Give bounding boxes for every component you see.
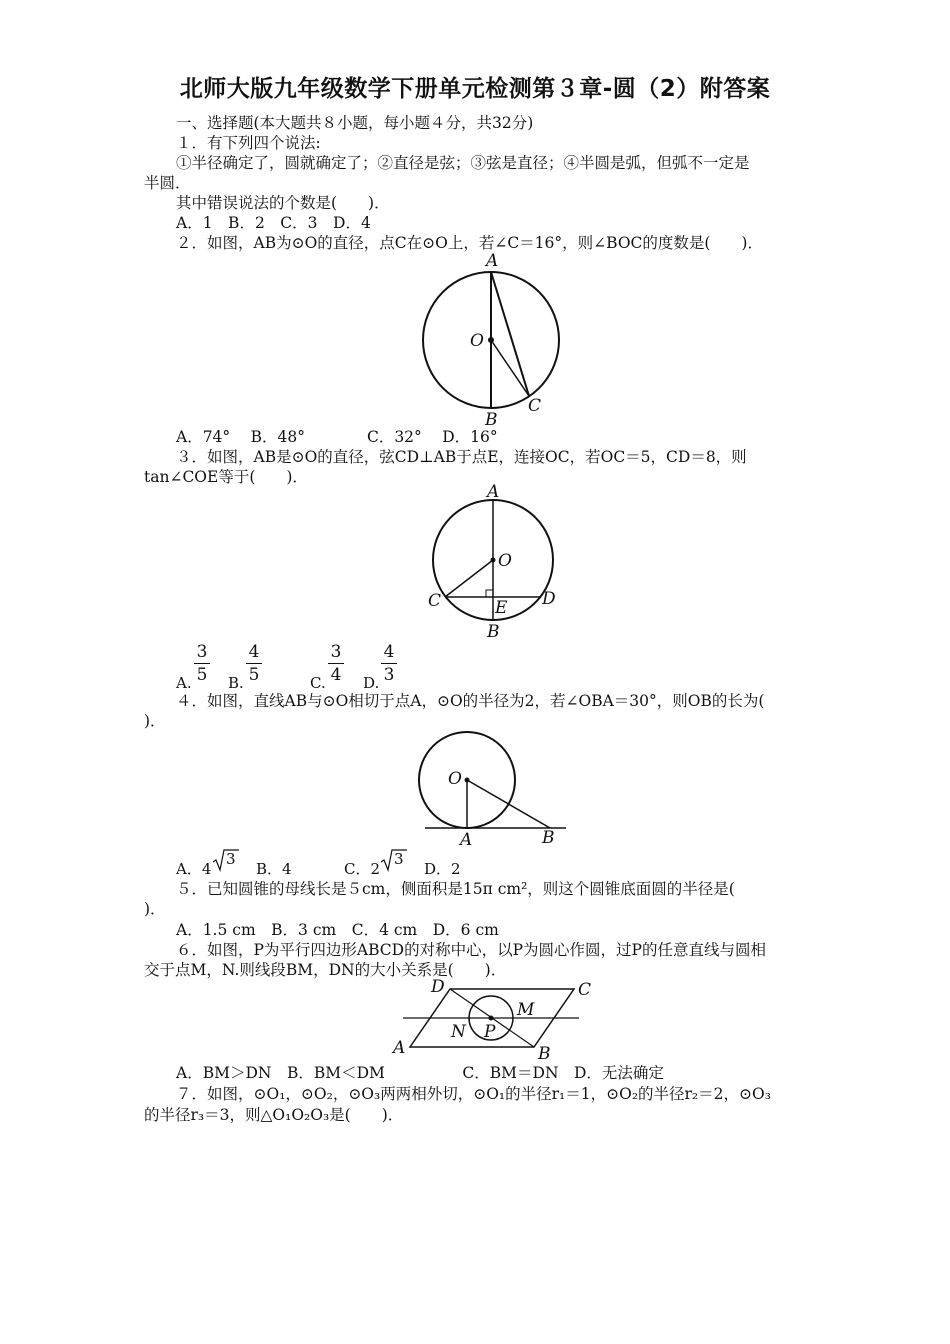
q1-stem: １．有下列四个说法: — [176, 134, 321, 152]
q4-label-a: A — [460, 830, 473, 850]
q3-label-a: A — [487, 482, 500, 502]
q4-label-o: O — [448, 769, 462, 789]
q6-label-n: N — [451, 1022, 466, 1042]
q3-option-d-fraction — [381, 642, 397, 685]
q4-option-c-sqrt — [380, 848, 408, 876]
q3-label-d: D — [542, 589, 556, 609]
q1-options: A．1 B．2 C．3 D．4 — [176, 214, 371, 232]
q3-frac-c-den: 4 — [330, 665, 342, 685]
q4-option-a: A．4 — [176, 860, 212, 878]
q6-figure — [385, 975, 605, 1065]
q3-frac-a-num: 3 — [196, 642, 208, 662]
q4-option-c-radicand: 3 — [394, 850, 404, 868]
q6-options: A．BM＞DN B．BM＜DM C．BM＝DN D．无法确定 — [176, 1064, 664, 1082]
q3-option-b-letter: B. — [228, 674, 244, 692]
q4-figure — [410, 725, 580, 855]
q5-line1: ５．已知圆锥的母线长是５cm，侧面积是15π cm²，则这个圆锥底面圆的半径是( — [176, 880, 735, 898]
q7-line1: ７．如图，⊙O₁，⊙O₂，⊙O₃两两相外切，⊙O₁的半径r₁＝1，⊙O₂的半径r₂＝2，⊙O₃ — [176, 1085, 771, 1103]
q2-label-o: O — [470, 331, 484, 351]
q3-option-c-letter: C. — [310, 674, 326, 692]
q3-line1: ３．如图，AB是⊙O的直径，弦CD⊥AB于点E，连接OC，若OC＝5，CD＝8，则 — [176, 448, 747, 466]
q3-option-a-letter: A. — [176, 674, 192, 692]
q2-stem: ２．如图，AB为⊙O的直径，点C在⊙O上，若∠C＝16°，则∠BOC的度数是( )． — [176, 234, 763, 252]
q4-line1: ４．如图，直线AB与⊙O相切于点A，⊙O的半径为2，若∠OBA＝30°，则OB的长为( — [176, 692, 765, 710]
q6-label-a: A — [393, 1038, 406, 1058]
q3-frac-d-den: 3 — [383, 665, 395, 685]
q3-option-c-fraction — [328, 642, 344, 685]
q3-label-b: B — [487, 622, 500, 642]
q6-label-b: B — [538, 1044, 551, 1064]
q3-frac-c-num: 3 — [330, 642, 342, 662]
q2-label-b: B — [485, 410, 498, 430]
q4-line2: )． — [144, 712, 166, 730]
q2-label-a: A — [486, 251, 499, 271]
q6-label-d: D — [431, 977, 445, 997]
q3-label-o: O — [498, 551, 512, 571]
q6-label-m: M — [517, 1000, 535, 1020]
q2-options: A．74° B．48° C．32° D．16° — [176, 428, 498, 446]
q1-line2: 半圆． — [144, 174, 191, 192]
q3-option-d-letter: D. — [363, 674, 380, 692]
q4-label-b: B — [542, 828, 555, 848]
q2-label-c: C — [528, 396, 542, 416]
q6-line1: ６．如图，P为平行四边形ABCD的对称中心，以P为圆心作圆，过P的任意直线与圆相 — [176, 941, 766, 959]
q6-label-c: C — [578, 980, 592, 1000]
q3-label-e: E — [495, 598, 508, 618]
q4-option-c: C．2 — [344, 860, 381, 878]
q3-option-b-fraction — [246, 642, 262, 685]
section-heading: 一、选择题(本大题共８小题，每小题４分，共32分) — [176, 114, 534, 132]
q6-label-p: P — [484, 1022, 496, 1042]
q1-line3: 其中错误说法的个数是( )． — [176, 194, 390, 212]
q4-option-d: D．2 — [424, 860, 461, 878]
q3-figure — [420, 482, 570, 642]
q3-option-a-fraction — [194, 642, 210, 685]
q3-frac-b-num: 4 — [248, 642, 260, 662]
q5-options: A．1.5 cm B．3 cm C．4 cm D．6 cm — [176, 921, 499, 939]
q2-figure — [400, 250, 570, 430]
q3-label-c: C — [428, 591, 442, 611]
q3-line2: tan∠COE等于( )． — [144, 468, 308, 486]
q6-line2: 交于点M，N.则线段BM，DN的大小关系是( )． — [144, 961, 507, 979]
q7-line2: 的半径r₃＝3，则△O₁O₂O₃是( )． — [144, 1106, 404, 1124]
q4-option-a-sqrt — [212, 848, 240, 876]
q1-line1: ①半径确定了，圆就确定了；②直径是弦；③弦是直径；④半圆是弧，但弧不一定是 — [176, 154, 750, 172]
page-title: 北师大版九年级数学下册单元检测第３章-圆（2）附答案 — [179, 76, 771, 102]
q3-frac-b-den: 5 — [248, 665, 260, 685]
q3-frac-d-num: 4 — [383, 642, 395, 662]
q4-option-b: B．4 — [256, 860, 292, 878]
q3-frac-a-den: 5 — [196, 665, 208, 685]
q4-option-a-radicand: 3 — [226, 850, 236, 868]
q5-line2: )． — [144, 900, 166, 918]
